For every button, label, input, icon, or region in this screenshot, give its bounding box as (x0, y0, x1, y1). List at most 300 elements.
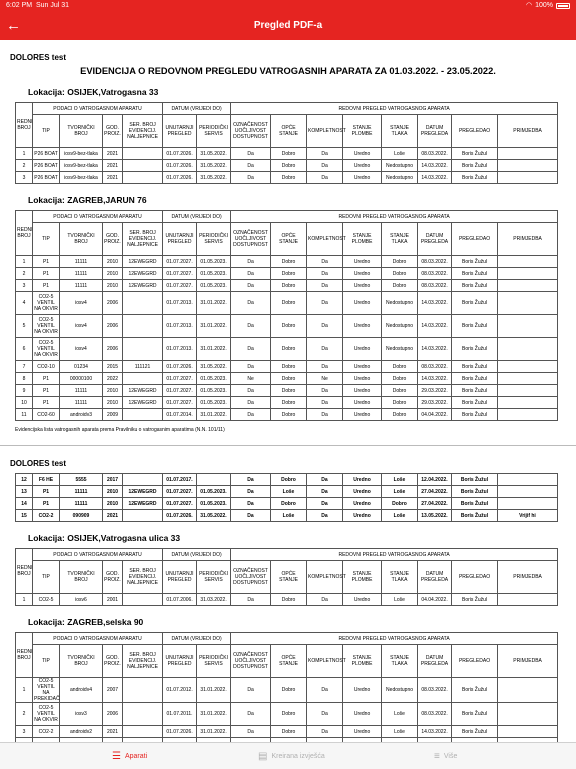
cell-periodicki-servis: 31.05.2022. (197, 160, 231, 172)
table-row (16, 486, 558, 498)
cell-datum-pregleda: 14.03.2022. (418, 726, 452, 738)
col-tvornicki-broj: TVORNIČKI BROJ (60, 561, 103, 594)
tab-kreirana-izvjesca[interactable] (258, 743, 325, 769)
cell-redni-broj: 5 (16, 315, 33, 338)
cell-stanje-tlaka: Loše (382, 486, 418, 498)
location-heading: Lokacija: ZAGREB,JARUN 76 (28, 195, 147, 205)
cell-unutarnji-pregled: 01.07.2013. (163, 338, 197, 361)
col-datum-pregleda: DATUM PREGLEDA (418, 561, 452, 594)
cell-opce-stanje: Dobro (271, 160, 307, 172)
cell-unutarnji-pregled: 01.07.2013. (163, 315, 197, 338)
cell-unutarnji-pregled: 01.07.2026. (163, 726, 197, 738)
menu-icon: ≡ (434, 750, 440, 762)
col-oznacenost: OZNAČENOST UOČLJIVOST DOSTUPNOST (231, 561, 271, 594)
cell-god-proiz: 2021 (103, 172, 123, 184)
cell-opce-stanje: Dobro (271, 338, 307, 361)
cell-oznacenost: Ne (231, 373, 271, 385)
cell-redni-broj: 11 (16, 409, 33, 421)
cell-stanje-plombe: Uredno (343, 292, 382, 315)
cell-stanje-tlaka: Loše (382, 510, 418, 522)
cell-oznacenost: Da (231, 510, 271, 522)
cell-god-proiz: 2021 (103, 510, 123, 522)
cell-stanje-plombe: Uredno (343, 268, 382, 280)
cell-datum-pregleda: 08.03.2022. (418, 678, 452, 703)
cell-pregledao: Boris Žužul (452, 315, 498, 338)
cell-god-proiz: 2017 (103, 474, 123, 486)
cell-unutarnji-pregled: 01.07.2026. (163, 148, 197, 160)
col-pregledao: PREGLEDAO (452, 115, 498, 148)
cell-unutarnji-pregled: 01.07.2026. (163, 361, 197, 373)
cell-pregledao: Boris Žužul (452, 486, 498, 498)
cell-periodicki-servis: 31.01.2022. (197, 409, 231, 421)
cell-primjedba (498, 385, 558, 397)
cell-unutarnji-pregled: 01.07.2014. (163, 409, 197, 421)
table-row (16, 397, 558, 409)
cell-tvornicki-broj: iosv9-bez-tlaka (60, 172, 103, 184)
cell-stanje-tlaka: Dobro (382, 373, 418, 385)
cell-unutarnji-pregled: 01.07.2027. (163, 498, 197, 510)
cell-god-proiz: 2006 (103, 315, 123, 338)
cell-primjedba (498, 726, 558, 738)
cell-tip: F6 HE (33, 474, 60, 486)
col-datum-pregleda: DATUM PREGLEDA (418, 223, 452, 256)
col-kompletnost: KOMPLETNOST (307, 223, 343, 256)
cell-ser-broj (123, 315, 163, 338)
cell-tip: P26 BOAT (33, 148, 60, 160)
cell-primjedba (498, 148, 558, 160)
cell-redni-broj: 12 (16, 474, 33, 486)
inspection-table (15, 210, 558, 421)
col-unutarnji-pregled: UNUTARNJI PREGLED (163, 223, 197, 256)
cell-tvornicki-broj: iosv3 (60, 703, 103, 726)
tab-label: Aparati (124, 752, 148, 760)
col-unutarnji-pregled: UNUTARNJI PREGLED (163, 645, 197, 678)
table-row (16, 315, 558, 338)
cell-god-proiz: 2021 (103, 148, 123, 160)
cell-stanje-plombe: Uredno (343, 280, 382, 292)
cell-stanje-plombe: Uredno (343, 594, 382, 606)
cell-stanje-plombe: Uredno (343, 315, 382, 338)
cell-kompletnost: Da (307, 160, 343, 172)
table-row (16, 160, 558, 172)
cell-stanje-plombe: Uredno (343, 703, 382, 726)
col-ser-broj: SER. BROJ EVIDENCIJ. NALJEPNICE (123, 645, 163, 678)
cell-tip: CO2-5 (33, 594, 60, 606)
table-row (16, 361, 558, 373)
cell-pregledao: Boris Žužul (452, 148, 498, 160)
cell-oznacenost: Da (231, 315, 271, 338)
table-row (16, 172, 558, 184)
cell-god-proiz: 2009 (103, 409, 123, 421)
wifi-icon: ◠ (525, 2, 533, 9)
cell-ser-broj: 12EWEGRD (123, 385, 163, 397)
page-separator (0, 433, 576, 446)
col-god-proiz: GOD. PROIZ. (103, 645, 123, 678)
group-podaci: PODACI O VATROGASNOM APARATU (33, 211, 163, 223)
cell-datum-pregleda: 04.04.2022. (418, 594, 452, 606)
cell-periodicki-servis: 31.05.2022. (197, 510, 231, 522)
col-ser-broj: SER. BROJ EVIDENCIJ. NALJEPNICE (123, 223, 163, 256)
document-title: EVIDENCIJA O REDOVNOM PREGLEDU VATROGASNIH APARATA ZA 01.03.2022. - 23.05.2022. (80, 66, 496, 76)
cell-god-proiz: 2015 (103, 361, 123, 373)
tab-aparati[interactable] (112, 743, 147, 769)
pdf-page-2 (0, 459, 576, 761)
cell-stanje-tlaka: Nedostupno (382, 172, 418, 184)
cell-opce-stanje: Dobro (271, 280, 307, 292)
cell-stanje-plombe: Uredno (343, 498, 382, 510)
cell-kompletnost: Da (307, 148, 343, 160)
cell-oznacenost: Da (231, 256, 271, 268)
cell-periodicki-servis: 01.05.2023. (197, 397, 231, 409)
cell-stanje-plombe: Uredno (343, 160, 382, 172)
col-stanje-tlaka: STANJE TLAKA (382, 561, 418, 594)
col-unutarnji-pregled: UNUTARNJI PREGLED (163, 115, 197, 148)
cell-kompletnost: Da (307, 474, 343, 486)
cell-stanje-tlaka: Dobro (382, 268, 418, 280)
table-row (16, 703, 558, 726)
cell-stanje-plombe: Uredno (343, 486, 382, 498)
cell-redni-broj: 4 (16, 292, 33, 315)
cell-god-proiz: 2006 (103, 703, 123, 726)
cell-tip: CO2-5 VENTIL NA OKVIR (33, 703, 60, 726)
table-row (16, 510, 558, 522)
cell-stanje-tlaka: Nedostupno (382, 338, 418, 361)
cell-ser-broj (123, 338, 163, 361)
cell-primjedba (498, 361, 558, 373)
cell-datum-pregleda: 29.03.2022. (418, 385, 452, 397)
col-periodicki-servis: PERIODIČKI SERVIS (197, 645, 231, 678)
cell-stanje-tlaka: Dobro (382, 361, 418, 373)
status-time: 6:02 PM (6, 2, 33, 9)
cell-ser-broj (123, 292, 163, 315)
cell-primjedba (498, 268, 558, 280)
cell-datum-pregleda: 14.03.2022. (418, 160, 452, 172)
table-row (16, 268, 558, 280)
cell-pregledao: Boris Žužul (452, 338, 498, 361)
cell-tip: P1 (33, 256, 60, 268)
col-primjedba: PRIMJEDBA (498, 115, 558, 148)
cell-stanje-tlaka: Loše (382, 474, 418, 486)
cell-kompletnost: Da (307, 510, 343, 522)
status-date: Sun Jul 31 (35, 2, 70, 9)
pdf-page-1 (0, 53, 576, 446)
cell-unutarnji-pregled: 01.07.2026. (163, 160, 197, 172)
cell-datum-pregleda: 08.03.2022. (418, 703, 452, 726)
cell-tip: P1 (33, 397, 60, 409)
inspection-table (15, 102, 558, 184)
cell-kompletnost: Da (307, 292, 343, 315)
cell-stanje-plombe: Uredno (343, 397, 382, 409)
cell-pregledao: Boris Žužul (452, 397, 498, 409)
col-god-proiz: GOD. PROIZ. (103, 223, 123, 256)
cell-datum-pregleda: 27.04.2022. (418, 498, 452, 510)
cell-datum-pregleda: 12.04.2022. (418, 474, 452, 486)
group-datum: DATUM (VRIJEDI DO) (163, 633, 231, 645)
group-redovni: REDOVNI PREGLED VATROGASNOG APARATA (231, 103, 558, 115)
table-row (16, 280, 558, 292)
cell-redni-broj: 9 (16, 385, 33, 397)
cell-pregledao: Boris Žužul (452, 172, 498, 184)
cell-periodicki-servis: 31.01.2022. (197, 338, 231, 361)
page2-sections (10, 533, 566, 761)
cell-periodicki-servis: 01.05.2023. (197, 373, 231, 385)
col-tip: TIP (33, 561, 60, 594)
col-kompletnost: KOMPLETNOST (307, 561, 343, 594)
cell-stanje-plombe: Uredno (343, 148, 382, 160)
table-row (16, 292, 558, 315)
cell-god-proiz: 2022 (103, 373, 123, 385)
cell-kompletnost: Da (307, 361, 343, 373)
cell-oznacenost: Da (231, 292, 271, 315)
cell-redni-broj: 2 (16, 160, 33, 172)
tab-vise[interactable] (434, 743, 457, 769)
cell-periodicki-servis: 01.05.2023. (197, 385, 231, 397)
cell-ser-broj (123, 172, 163, 184)
cell-tvornicki-broj: 11111 (60, 280, 103, 292)
cell-ser-broj (123, 594, 163, 606)
col-tip: TIP (33, 645, 60, 678)
table-group-header (16, 103, 558, 115)
cell-oznacenost: Da (231, 268, 271, 280)
cell-redni-broj: 1 (16, 148, 33, 160)
cell-god-proiz: 2010 (103, 498, 123, 510)
cell-opce-stanje: Dobro (271, 678, 307, 703)
cell-ser-broj: 111121 (123, 361, 163, 373)
group-redovni: REDOVNI PREGLED VATROGASNOG APARATA (231, 549, 558, 561)
cell-redni-broj: 6 (16, 338, 33, 361)
cell-periodicki-servis: 31.03.2022. (197, 594, 231, 606)
col-unutarnji-pregled: UNUTARNJI PREGLED (163, 561, 197, 594)
cell-tvornicki-broj: iosv6 (60, 594, 103, 606)
table-column-header (16, 561, 558, 594)
cell-periodicki-servis (197, 474, 231, 486)
cell-tvornicki-broj: 11111 (60, 385, 103, 397)
cell-kompletnost: Da (307, 397, 343, 409)
cell-redni-broj: 3 (16, 172, 33, 184)
col-stanje-plombe: STANJE PLOMBE (343, 115, 382, 148)
col-opce-stanje: OPĆE STANJE (271, 561, 307, 594)
cell-god-proiz: 2007 (103, 678, 123, 703)
tab-label: Više (443, 752, 458, 760)
cell-redni-broj: 3 (16, 726, 33, 738)
cell-stanje-plombe: Uredno (343, 385, 382, 397)
cell-redni-broj: 1 (16, 594, 33, 606)
group-datum: DATUM (VRIJEDI DO) (163, 549, 231, 561)
cell-stanje-tlaka: Loše (382, 703, 418, 726)
col-stanje-tlaka: STANJE TLAKA (382, 115, 418, 148)
cell-unutarnji-pregled: 01.07.2017. (163, 474, 197, 486)
cell-stanje-tlaka: Dobro (382, 397, 418, 409)
col-opce-stanje: OPĆE STANJE (271, 223, 307, 256)
cell-oznacenost: Da (231, 338, 271, 361)
cell-unutarnji-pregled: 01.07.2027. (163, 268, 197, 280)
col-tip: TIP (33, 115, 60, 148)
cell-primjedba (498, 280, 558, 292)
cell-kompletnost: Da (307, 268, 343, 280)
col-stanje-plombe: STANJE PLOMBE (343, 223, 382, 256)
cell-pregledao: Boris Žužul (452, 160, 498, 172)
table-row (16, 338, 558, 361)
table-row (16, 409, 558, 421)
col-ser-broj: SER. BROJ EVIDENCIJ. NALJEPNICE (123, 561, 163, 594)
cell-tvornicki-broj: androidv4 (60, 678, 103, 703)
cell-ser-broj (123, 703, 163, 726)
cell-oznacenost: Da (231, 385, 271, 397)
col-periodicki-servis: PERIODIČKI SERVIS (197, 223, 231, 256)
battery-icon (556, 3, 570, 9)
cell-redni-broj: 1 (16, 678, 33, 703)
cell-unutarnji-pregled: 01.07.2011. (163, 703, 197, 726)
col-stanje-plombe: STANJE PLOMBE (343, 561, 382, 594)
cell-periodicki-servis: 01.05.2023. (197, 280, 231, 292)
cell-tvornicki-broj: 11111 (60, 397, 103, 409)
status-right (526, 0, 570, 12)
page1-sections (10, 87, 566, 421)
cell-unutarnji-pregled: 01.07.2027. (163, 280, 197, 292)
cell-unutarnji-pregled: 01.07.2013. (163, 292, 197, 315)
cell-tip: P1 (33, 498, 60, 510)
pdf-viewer[interactable] (0, 40, 576, 742)
cell-primjedba (498, 256, 558, 268)
cell-pregledao: Boris Žužul (452, 361, 498, 373)
cell-oznacenost: Da (231, 160, 271, 172)
cell-redni-broj: 7 (16, 361, 33, 373)
group-datum: DATUM (VRIJEDI DO) (163, 103, 231, 115)
cell-datum-pregleda: 08.03.2022. (418, 256, 452, 268)
group-podaci: PODACI O VATROGASNOM APARATU (33, 633, 163, 645)
location-heading: Lokacija: OSIJEK,Vatrogasna 33 (28, 87, 159, 97)
cell-kompletnost: Da (307, 409, 343, 421)
cell-unutarnji-pregled: 01.07.2027. (163, 373, 197, 385)
page-title: Pregled PDF-a (253, 20, 323, 31)
cell-tvornicki-broj: 11111 (60, 256, 103, 268)
cell-tvornicki-broj: 11111 (60, 268, 103, 280)
col-pregledao: PREGLEDAO (452, 223, 498, 256)
col-kompletnost: KOMPLETNOST (307, 645, 343, 678)
cell-primjedba (498, 172, 558, 184)
table-group-header (16, 633, 558, 645)
cell-tip: P26 BOAT (33, 172, 60, 184)
cell-pregledao: Boris Žužul (452, 292, 498, 315)
cell-ser-broj: 12EWEGRD (123, 268, 163, 280)
cell-tvornicki-broj: iosv4 (60, 292, 103, 315)
group-redovni: REDOVNI PREGLED VATROGASNOG APARATA (231, 633, 558, 645)
cell-datum-pregleda: 08.03.2022. (418, 148, 452, 160)
cell-unutarnji-pregled: 01.07.2027. (163, 385, 197, 397)
col-primjedba: PRIMJEDBA (498, 561, 558, 594)
col-tvornicki-broj: TVORNIČKI BROJ (60, 645, 103, 678)
cell-stanje-tlaka: Nedostupno (382, 315, 418, 338)
cell-tvornicki-broj: iosv9-bez-tlaka (60, 148, 103, 160)
cell-datum-pregleda: 14.03.2022. (418, 292, 452, 315)
cell-tvornicki-broj: androidv3 (60, 409, 103, 421)
cell-god-proiz: 2010 (103, 385, 123, 397)
cell-periodicki-servis: 31.01.2022. (197, 315, 231, 338)
cell-periodicki-servis: 31.01.2022. (197, 703, 231, 726)
cell-ser-broj (123, 148, 163, 160)
inspection-table (15, 548, 558, 606)
cell-tip: P1 (33, 486, 60, 498)
col-primjedba: PRIMJEDBA (498, 223, 558, 256)
cell-opce-stanje: Dobro (271, 474, 307, 486)
cell-primjedba (498, 397, 558, 409)
cell-opce-stanje: Loše (271, 510, 307, 522)
cell-oznacenost: Da (231, 594, 271, 606)
col-god-proiz: GOD. PROIZ. (103, 115, 123, 148)
back-arrow-icon[interactable]: ← (6, 17, 21, 34)
cell-stanje-tlaka: Dobro (382, 409, 418, 421)
cell-god-proiz: 2021 (103, 726, 123, 738)
col-primjedba: PRIMJEDBA (498, 645, 558, 678)
cell-redni-broj: 2 (16, 703, 33, 726)
cell-unutarnji-pregled: 01.07.2026. (163, 172, 197, 184)
continued-table (10, 473, 566, 522)
cell-datum-pregleda: 08.03.2022. (418, 280, 452, 292)
cell-unutarnji-pregled: 01.07.2027. (163, 397, 197, 409)
organization-name: DOLORES test (10, 459, 67, 468)
cell-ser-broj (123, 510, 163, 522)
cell-periodicki-servis: 01.05.2023. (197, 268, 231, 280)
cell-primjedba (498, 498, 558, 510)
col-pregledao: PREGLEDAO (452, 561, 498, 594)
cell-tip: CO2-2 (33, 726, 60, 738)
cell-stanje-plombe: Uredno (343, 373, 382, 385)
cell-oznacenost: Da (231, 498, 271, 510)
cell-oznacenost: Da (231, 148, 271, 160)
cell-oznacenost: Da (231, 703, 271, 726)
cell-tip: CO2-5 VENTIL NA OKVIR (33, 315, 60, 338)
cell-datum-pregleda: 08.03.2022. (418, 268, 452, 280)
cell-pregledao: Boris Žužul (452, 726, 498, 738)
table-row (16, 678, 558, 703)
cell-pregledao: Boris Žužul (452, 474, 498, 486)
cell-datum-pregleda: 14.03.2022. (418, 373, 452, 385)
cell-primjedba (498, 373, 558, 385)
cell-stanje-plombe: Uredno (343, 172, 382, 184)
cell-stanje-tlaka: Loše (382, 726, 418, 738)
battery-percent: 100% (535, 2, 553, 9)
cell-stanje-plombe: Uredno (343, 409, 382, 421)
cell-unutarnji-pregled: 01.07.2026. (163, 510, 197, 522)
col-periodicki-servis: PERIODIČKI SERVIS (197, 561, 231, 594)
cell-tip: CO2-5 VENTIL NA PREKIDAČ (34, 678, 60, 702)
table-column-header (16, 223, 558, 256)
organization-name: DOLORES test (10, 53, 67, 62)
cell-primjedba (498, 292, 558, 315)
cell-redni-broj: 2 (16, 268, 33, 280)
cell-opce-stanje: Dobro (271, 385, 307, 397)
cell-ser-broj (123, 373, 163, 385)
tab-label: Kreirana izvješća (271, 752, 325, 760)
cell-datum-pregleda: 27.04.2022. (418, 486, 452, 498)
cell-periodicki-servis: 31.01.2022. (197, 678, 231, 703)
cell-datum-pregleda: 08.03.2022. (418, 361, 452, 373)
cell-stanje-tlaka: Dobro (382, 280, 418, 292)
cell-stanje-tlaka: Loše (382, 148, 418, 160)
cell-opce-stanje: Dobro (271, 315, 307, 338)
cell-tvornicki-broj: 090909 (60, 510, 103, 522)
cell-stanje-plombe: Uredno (343, 361, 382, 373)
cell-oznacenost: Da (231, 172, 271, 184)
cell-stanje-plombe: Uredno (343, 338, 382, 361)
cell-tip: CO2-5 VENTIL NA OKVIR (33, 292, 60, 315)
cell-opce-stanje: Loše (271, 486, 307, 498)
cell-primjedba (498, 474, 558, 486)
cell-redni-broj: 15 (16, 510, 33, 522)
col-stanje-tlaka: STANJE TLAKA (382, 223, 418, 256)
nav-bar (0, 12, 576, 40)
table-column-header (16, 115, 558, 148)
